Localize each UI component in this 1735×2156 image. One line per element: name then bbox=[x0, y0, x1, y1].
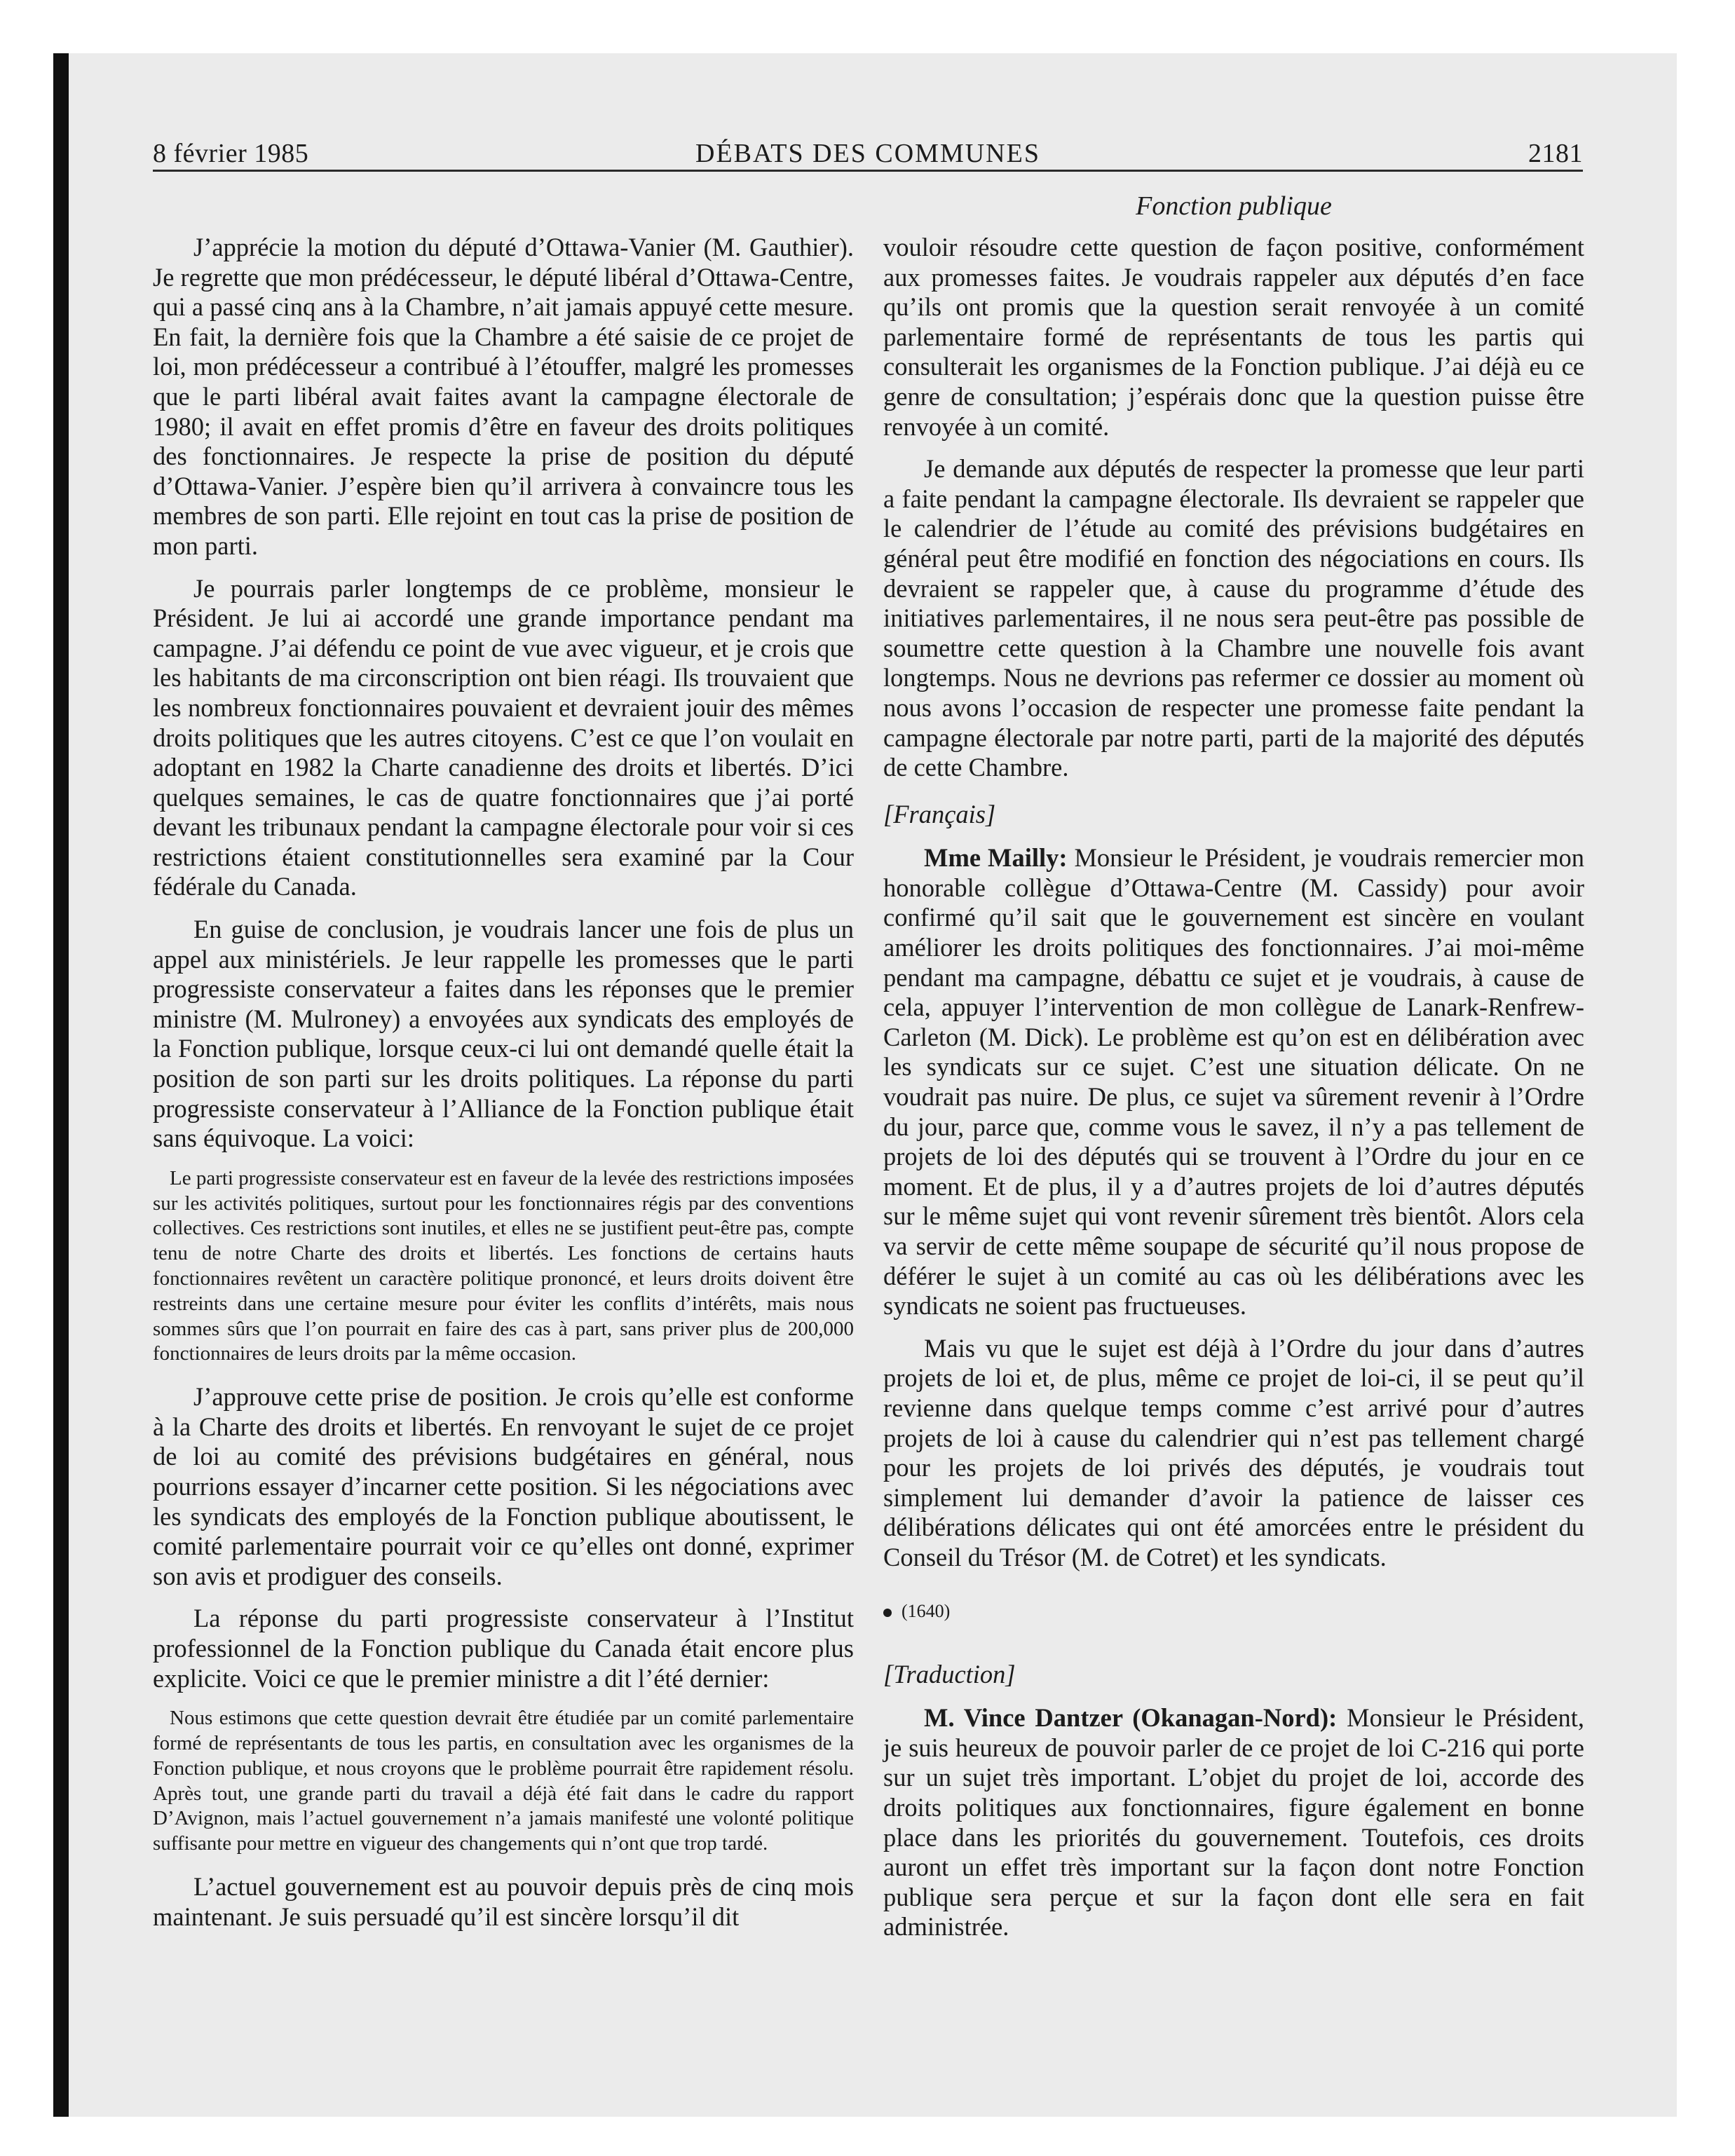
speech-text: Monsieur le Président, je voudrais remercier mon honorable collègue d’Ottawa-Centre (M. Cassidy) pour avoir confirmé qu’il sait que le gouvernement est sincère en voulant améliorer les droits politiques des fonctionnaires. J’ai moi-même pendant ma campagne, débattu ce sujet et je voudrais, à cause de cela, appuyer l’intervention de mon collègue de Lanark-Renfrew-Carleton (M. Dick). Le problème est qu’on est en délibération avec les syndicats sur ce sujet. C’est une situation délicate. On ne voudrait pas nuire. De plus, ce sujet va sûrement revenir à l’Ordre du jour, parce que, comme vous le savez, il n’y a pas tellement de projets de loi des députés qui se trouvent à l’Ordre du jour en ce moment. Et de plus, il y a d’autres projets de loi d’autres députés sur le même sujet qui vont revenir sûrement très bientôt. Alors cela va servir de cette même soupape de sécurité qu’il nous propose de déférer le sujet à un comité au cas où les délibérations avec les syndicats ne soient pas fructueuses. bbox=[883, 843, 1584, 1321]
language-marker: [Français] bbox=[883, 799, 996, 828]
speech-paragraph bbox=[883, 1703, 1584, 1942]
paragraph: La réponse du parti progressiste conservateur à l’Institut professionnel de la Fonction publique du Canada était encore plus explicite. Voici ce que le premier ministre a dit l’été dernier: bbox=[153, 1604, 854, 1693]
speaker-name: M. Vince Dantzer (Okanagan-Nord): bbox=[924, 1703, 1338, 1733]
header-rule bbox=[153, 170, 1583, 172]
bullet-icon bbox=[883, 1609, 892, 1617]
language-marker: [Traduction] bbox=[883, 1659, 1016, 1688]
paragraph-continued: vouloir résoudre cette question de façon positive, conformément aux promesses faites. Je voudrais rappeler aux députés d’en face qu’ils ont promis que la question serait renvoyée à un comité parlementaire formé de représentants de tous les partis qui consulterait les organismes de la Fonction publique. J’ai déjà eu ce genre de consultation; j’espérais donc que la question puisse être renvoyée à un comité. bbox=[883, 233, 1584, 441]
timestamp bbox=[883, 1601, 1584, 1622]
paragraph: J’apprécie la motion du député d’Ottawa-Vanier (M. Gauthier). Je regrette que mon prédécesseur, le député libéral d’Ottawa-Centre, qui a passé cinq ans à la Chambre, n’ait jamais appuyé cette mesure. En fait, la dernière fois que la Chambre a été saisie de ce projet de loi, mon prédécesseur a contribué à l’étouffer, malgré les promesses que le parti libéral avait faites avant la campagne électorale de 1980; il avait en effet promis d’être en faveur des droits politiques des fonctionnaires. Je respecte la prise de position du député d’Ottawa-Vanier. J’espère bien qu’il arrivera à convaincre tous les membres de son parti. Elle rejoint en tout cas la prise de position de mon parti. bbox=[153, 233, 854, 560]
block-quote: Le parti progressiste conservateur est en faveur de la levée des restrictions imposées sur les activités politiques, surtout pour les fonctionnaires régis par des conventions collectives. Ces restrictions sont inutiles, et elles ne se justifient peut-être pas, compte tenu de notre Charte des droits et libertés. Les fonctions de certains hauts fonctionnaires revêtent un caractère politique prononcé, et leurs droits doivent être restreints dans une certaine mesure pour éviter les conflits d’intérêts, mais nous sommes sûrs que l’on pourrait en faire des cas à part, sans priver plus de 200,000 fonctionnaires de leurs droits par la même occasion. bbox=[153, 1166, 854, 1365]
paragraph: En guise de conclusion, je voudrais lancer une fois de plus un appel aux ministériels. Je leur rappelle les promesses que le parti progressiste conservateur a faites dans les réponses que le premier ministre (M. Mulroney) a envoyées aux syndicats des employés de la Fonction publique, lorsque ceux-ci lui ont demandé quelle était la position de son parti sur les droits politiques. La réponse du parti progressiste conservateur à l’Alliance de la Fonction publique était sans équivoque. La voici: bbox=[153, 915, 854, 1153]
section-rubric: Fonction publique bbox=[1136, 191, 1332, 221]
page-number: 2181 bbox=[1528, 139, 1583, 168]
speech-paragraph bbox=[883, 843, 1584, 1321]
speech-text: Monsieur le Président, je suis heureux de pouvoir parler de ce projet de loi C-216 qui porte sur un sujet très important. L’objet du projet de loi, accorde des droits politiques aux fonctionnaires, figure également en bonne place dans les priorités du gouvernement. Toutefois, ces droits auront un effet très important sur la façon dont notre Fonction publique sera perçue et sur la façon dont elle sera en fait administrée. bbox=[883, 1703, 1584, 1942]
header-date: 8 février 1985 bbox=[153, 139, 309, 168]
paragraph: L’actuel gouvernement est au pouvoir depuis près de cinq mois maintenant. Je suis persuadé qu’il est sincère lorsqu’il dit bbox=[153, 1871, 854, 1931]
paragraph: Je demande aux députés de respecter la promesse que leur parti a faite pendant la campagne électorale. Ils devraient se rappeler que le calendrier de l’étude au comité des prévisions budgétaires en général peut être modifié en fonction des négociations en cours. Ils devraient se rappeler que, à cause du programme d’étude des initiatives parlementaires, il ne nous sera peut-être pas possible de soumettre cette question à la Chambre une nouvelle fois avant longtemps. Nous ne devrions pas refermer ce dossier au moment où nous avons l’occasion de respecter une promesse faite pendant la campagne électorale par notre parti, parti de la majorité des députés de cette Chambre. bbox=[883, 454, 1584, 782]
scan-edge-shadow bbox=[53, 53, 69, 2117]
timestamp-text: (1640) bbox=[901, 1600, 951, 1621]
speaker-name: Mme Mailly: bbox=[924, 843, 1068, 873]
paragraph: Mais vu que le sujet est déjà à l’Ordre du jour dans d’autres projets de loi et, de plus, même ce projet de loi-ci, il se peut qu’il revienne dans quelque temps comme c’est arrivé pour d’autres projets de loi à cause du calendrier qui n’est pas tellement chargé pour les projets de loi privés des députés, je voudrais tout simplement lui demander d’avoir la patience de laisser ces délibérations délicates qui ont été amorcées entre le président du Conseil du Trésor (M. de Cotret) et les syndicats. bbox=[883, 1333, 1584, 1571]
header-title: DÉBATS DES COMMUNES bbox=[695, 139, 1040, 168]
right-column bbox=[883, 233, 1584, 1955]
paragraph: J’approuve cette prise de position. Je crois qu’elle est conforme à la Charte des droits et libertés. En renvoyant le sujet de ce projet de loi au comité des prévisions budgétaires en général, nous pourrions essayer d’incarner cette position. Si les négociations avec les syndicats des employés de la Fonction publique aboutissent, le comité parlementaire pourrait voir ce qu’elles ont donné, exprimer son avis et prodiguer des conseils. bbox=[153, 1382, 854, 1590]
left-column bbox=[153, 233, 854, 1944]
paragraph: Je pourrais parler longtemps de ce problème, monsieur le Président. Je lui ai accordé une grande importance pendant ma campagne. J’ai défendu ce point de vue avec vigueur, et je crois que les habitants de ma circonscription ont bien réagi. Ils trouvaient que les nombreux fonctionnaires pouvaient et devraient jouir des mêmes droits politiques que les autres citoyens. C’est ce que l’on voulait en adoptant en 1982 la Charte canadienne des droits et libertés. D’ici quelques semaines, le cas de quatre fonctionnaires que j’ai porté devant les tribunaux pendant la campagne électorale pour voir si ces restrictions étaient constitutionnelles sera examiné par la Cour fédérale du Canada. bbox=[153, 573, 854, 901]
block-quote: Nous estimons que cette question devrait être étudiée par un comité parlementaire formé de représentants de tous les partis, en consultation avec les organismes de la Fonction publique, et nous croyons que le problème pourrait être rapidement résolu. Après tout, une grande parti du travail a déjà été fait dans le cadre du rapport D’Avignon, mais l’actuel gouvernement n’a jamais manifesté une volonté politique suffisante pour mettre en vigueur des changements qui n’ont que trop tardé. bbox=[153, 1707, 854, 1855]
